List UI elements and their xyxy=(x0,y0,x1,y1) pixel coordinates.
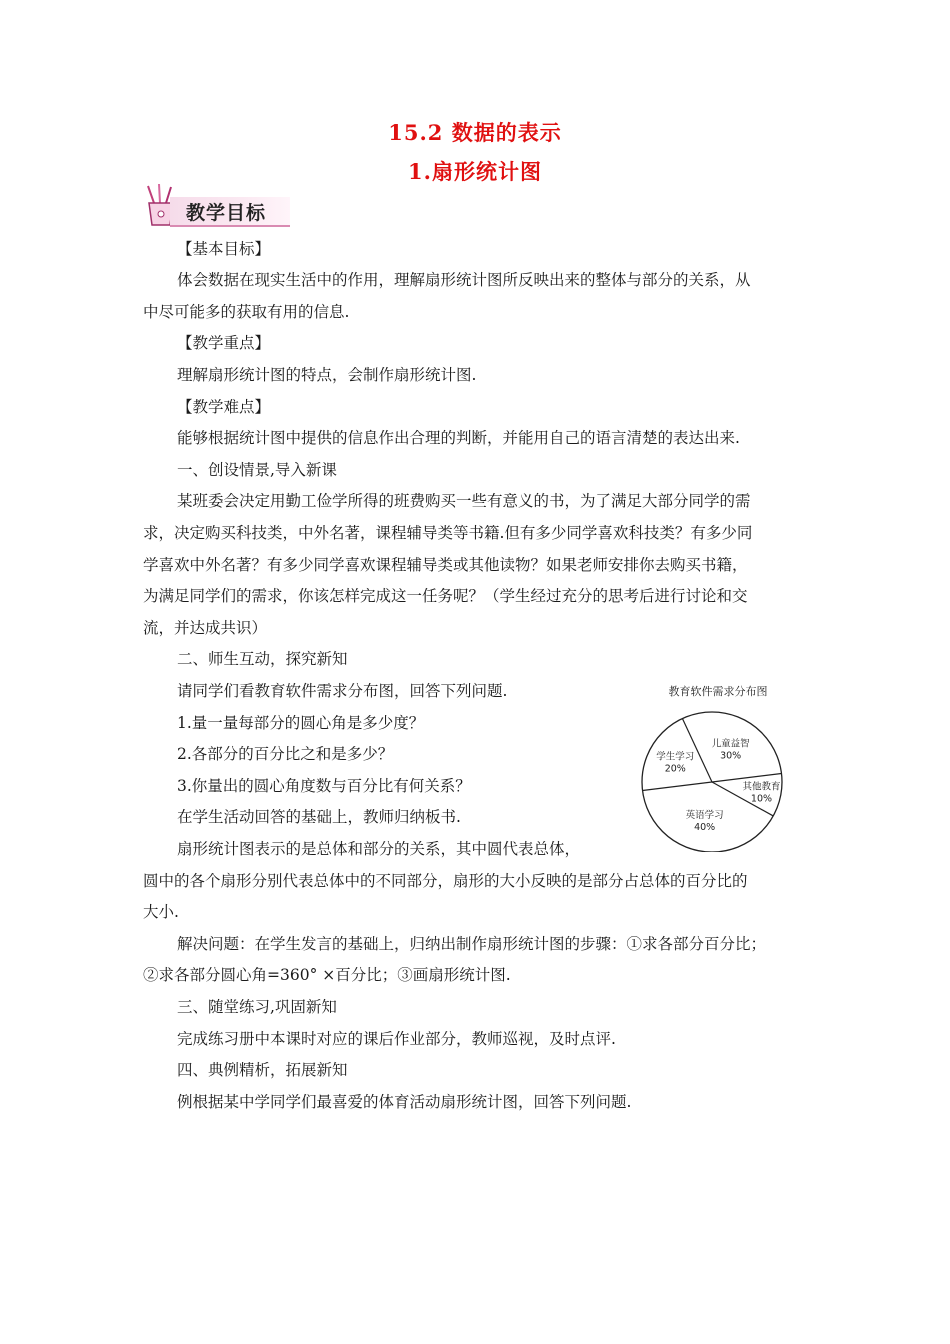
chart-title: 教育软件需求分布图 xyxy=(668,685,768,698)
pie-slice-label: 其他教育 xyxy=(742,781,781,793)
difficulty-text: 能够根据统计图中提供的信息作出合理的判断，并能用自己的语言清楚的表达出来. xyxy=(177,429,740,447)
basic-goal-heading: 【基本目标】 xyxy=(177,240,271,258)
summary-line-1: 扇形统计图表示的是总体和部分的关系，其中圆代表总体， xyxy=(177,840,581,858)
question-2: 2.各部分的百分比之和是多少？ xyxy=(177,745,394,763)
difficulty-heading: 【教学难点】 xyxy=(177,398,271,416)
pie-slice-value: 30% xyxy=(720,750,742,762)
basic-goal-line-2: 中尽可能多的获取有用的信息. xyxy=(143,303,350,321)
question-3: 3.你量出的圆心角度数与百分比有何关系？ xyxy=(177,777,471,795)
solve-line-1: 解决问题：在学生发言的基础上，归纳出制作扇形统计图的步骤：①求各部分百分比； xyxy=(177,935,767,953)
section-1-heading: 一、创设情景,导入新课 xyxy=(177,461,337,479)
banner-label: 教学目标 xyxy=(186,202,267,224)
section-1-line-5: 流，并达成共识） xyxy=(143,619,268,637)
section-2-intro: 请同学们看教育软件需求分布图，回答下列问题. xyxy=(177,682,508,700)
summary-line-3: 大小. xyxy=(143,903,179,921)
key-point-heading: 【教学重点】 xyxy=(177,334,271,352)
section-3-text: 完成练习册中本课时对应的课后作业部分，教师巡视，及时点评. xyxy=(177,1030,616,1048)
pie-chart-svg xyxy=(628,682,798,852)
pie-slice-value: 10% xyxy=(750,793,773,805)
section-4-heading: 四、典例精析，拓展新知 xyxy=(177,1061,348,1079)
section-2-heading: 二、师生互动，探究新知 xyxy=(177,650,348,668)
key-point-text: 理解扇形统计图的特点，会制作扇形统计图. xyxy=(177,366,477,384)
teaching-goals-banner xyxy=(142,183,290,229)
section-1-line-1: 某班委会决定用勤工俭学所得的班费购买一些有意义的书，为了满足大部分同学的需 xyxy=(177,492,751,510)
summary-line-2: 圆中的各个扇形分别代表总体中的不同部分，扇形的大小反映的是部分占总体的百分比的 xyxy=(143,872,748,890)
document-title: 15.2 数据的表示 xyxy=(388,120,562,145)
section-1-line-4: 为满足同学们的需求，你该怎样完成这一任务呢？（学生经过充分的思考后进行讨论和交 xyxy=(143,587,748,605)
solve-line-2: ②求各部分圆心角=360° ×百分比；③画扇形统计图. xyxy=(143,966,511,984)
document-subtitle: 1.扇形统计图 xyxy=(408,159,542,184)
pie-slice-value: 20% xyxy=(664,763,686,775)
summary-intro: 在学生活动回答的基础上，教师归纳板书. xyxy=(177,808,461,826)
basic-goal-line-1: 体会数据在现实生活中的作用，理解扇形统计图所反映出来的整体与部分的关系，从 xyxy=(177,271,751,289)
question-1: 1.量一量每部分的圆心角是多少度？ xyxy=(177,714,425,732)
section-3-heading: 三、随堂练习,巩固新知 xyxy=(177,998,337,1016)
pie-slice-label: 英语学习 xyxy=(685,809,724,821)
section-4-text: 例根据某中学同学们最喜爱的体育活动扇形统计图，回答下列问题. xyxy=(177,1093,632,1111)
section-1-line-3: 学喜欢中外名著？有多少同学喜欢课程辅导类或其他读物？如果老师安排你去购买书籍， xyxy=(143,556,748,574)
pie-slice-label: 儿童益智 xyxy=(711,738,750,750)
section-1-line-2: 求，决定购买科技类，中外名著，课程辅导类等书籍.但有多少同学喜欢科技类？有多少同 xyxy=(143,524,753,542)
pie-slice-value: 40% xyxy=(694,821,716,833)
pie-slice-label: 学生学习 xyxy=(656,751,695,763)
pie-chart xyxy=(628,682,798,852)
